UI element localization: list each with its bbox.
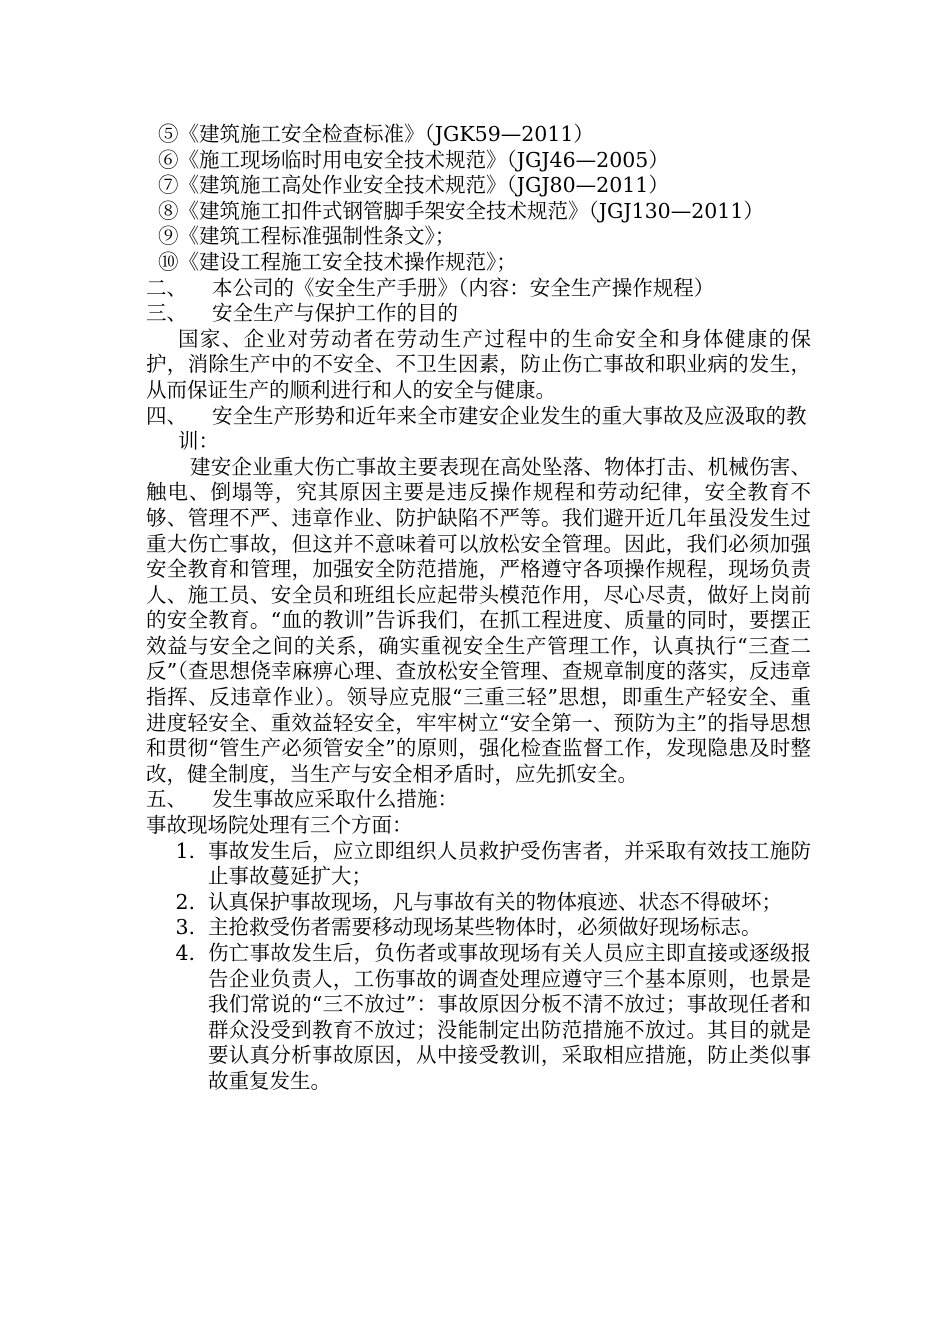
- standard-item: ⑩《建设工程施工安全技术操作规范》；: [158, 249, 517, 274]
- standard-item: ⑤《建筑施工安全检查标准》（JGK59—2011）: [158, 122, 594, 146]
- list-item: [146, 915, 811, 941]
- section-title: 本公司的《安全生产手册》（内容：安全生产操作规程）: [212, 275, 715, 300]
- standard-item: ⑥《施工现场临时用电安全技术规范》（JGJ46—2005）: [158, 147, 669, 172]
- section-number: 四、: [146, 403, 187, 428]
- list-number: 3.: [175, 915, 195, 940]
- section-number: 三、: [146, 301, 187, 326]
- standards-list: [146, 122, 811, 276]
- section-4-heading: [146, 404, 811, 455]
- section-5-heading: [146, 787, 811, 813]
- list-text: 伤亡事故发生后，负伤者或事故现场有关人员应主即直接或逐级报告企业负责人，工伤事故的调查处理应遵守三个基本原则，也景是我们常说的“三不放过”：事故原因分板不清不放过；事故现任者和群众没受到教育不放过；没能制定出防范措施不放过。其目的就是要认真分析事故原因，从中接受教训，采取相应措施，防止类似事故重复发生。: [208, 941, 811, 1093]
- list-item: [146, 839, 811, 890]
- list-item: [146, 890, 811, 916]
- section-4-paragraph: 建安企业重大伤亡事故主要表现在高处坠落、物体打击、机械伤害、触电、倒塌等，究其原因主要是违反操作规程和劳动纪律，安全教育不够、管理不严、违章作业、防护缺陷不严等。我们避开近几年虽没发生过重大伤亡事故，但这并不意味着可以放松安全管理。因此，我们必须加强安全教育和管理，加强安全防范措施，严格遵守各项操作规程，现场负责人、施工员、安全员和班组长应起带头模范作用，尽心尽责，做好上岗前的安全教育。“血的教训”告诉我们，在抓工程进度、质量的同时，要摆正效益与安全之间的关系，确实重视安全生产管理工作，认真执行“三查二反”（查思想侥幸麻痹心理、查放松安全管理、查规章制度的落实，反违章指挥、反违章作业）。领导应克服“三重三轻”思想，即重生产轻安全、重进度轻安全、重效益轻安全，牢牢树立“安全第一、预防为主”的指导思想和贯彻“管生产必须管安全”的原则，强化检查监督工作，发现隐患及时整改，健全制度，当生产与安全相矛盾时，应先抓安全。: [146, 454, 811, 786]
- standard-item: ⑨《建筑工程标准强制性条文》；: [158, 224, 456, 249]
- section-3-paragraph: 国家、企业对劳动者在劳动生产过程中的生命安全和身体健康的保护，消除生产中的不安全、不卫生因素，防止伤亡事故和职业病的发生，从而保证生产的顺利进行和人的安全与健康。: [146, 326, 811, 402]
- list-number: 4.: [175, 941, 195, 965]
- section-title: 安全生产与保护工作的目的: [212, 301, 458, 326]
- list-text: 认真保护事故现场，凡与事故有关的物体痕迹、状态不得破坏；: [208, 889, 782, 914]
- document-body: [146, 122, 811, 1095]
- list-number: 1.: [175, 838, 195, 863]
- standard-item: ⑧《建筑施工扣件式钢管脚手架安全技术规范》（JGJ130—2011）: [158, 198, 764, 223]
- section-title: 发生事故应采取什么措施：: [212, 787, 458, 812]
- list-number: 2.: [175, 889, 195, 914]
- section-2-heading: [146, 276, 811, 302]
- list-text: 主抢救受伤者需要移动现场某些物体时，必须做好现场标志。: [208, 915, 762, 940]
- standard-item: ⑦《建筑施工高处作业安全技术规范》（JGJ80—2011）: [158, 173, 669, 198]
- section-number: 二、: [146, 275, 187, 300]
- list-item: [146, 941, 811, 1095]
- list-text: 事故发生后，应立即组织人员救护受伤害者，并采取有效技工施防止事故蔓延扩大；: [208, 838, 811, 889]
- section-number: 五、: [146, 787, 187, 812]
- section-title: 安全生产形势和近年来全市建安企业发生的重大事故及应汲取的教训：: [178, 403, 807, 454]
- section-3-heading: [146, 301, 811, 327]
- measures-list: [146, 839, 811, 1095]
- section-5-intro: 事故现场院处理有三个方面：: [146, 813, 413, 838]
